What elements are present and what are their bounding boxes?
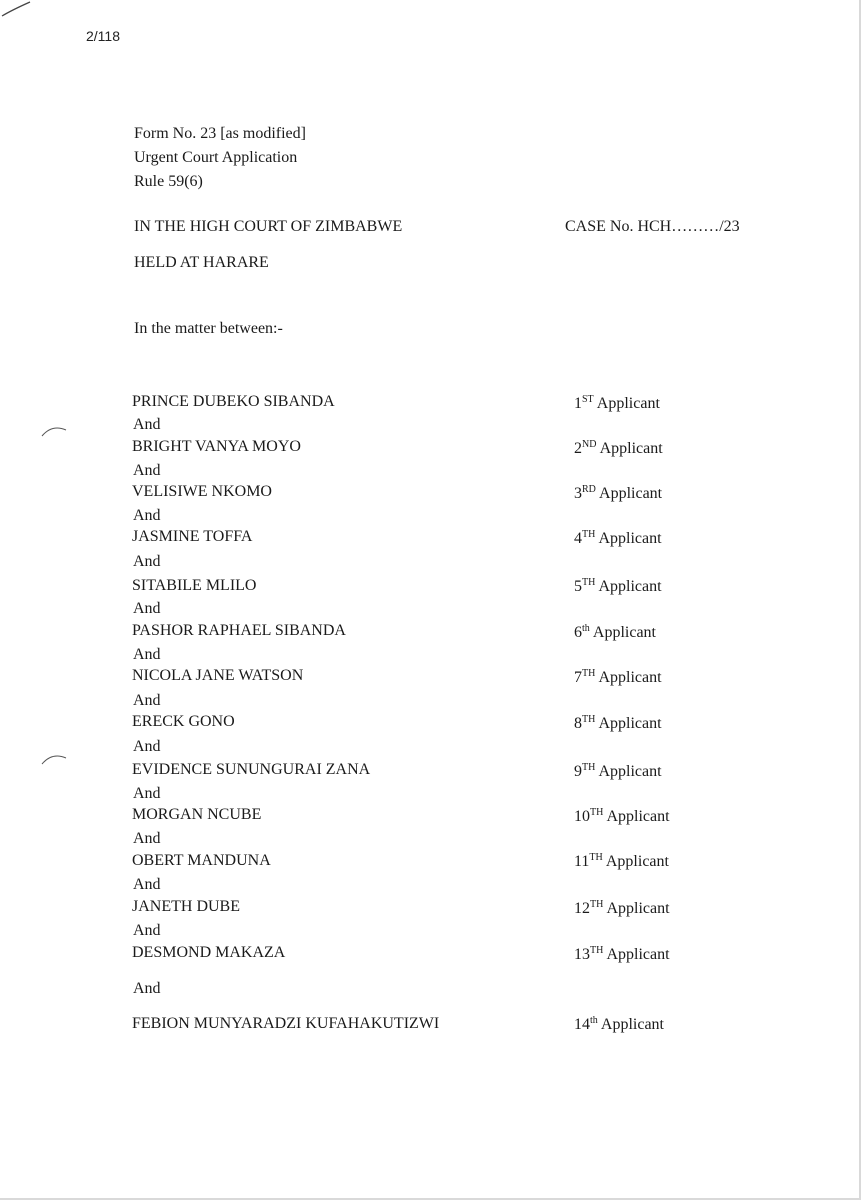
party-name: PRINCE DUBEKO SIBANDA: [132, 393, 335, 410]
page-number: 2/118: [86, 28, 120, 44]
party-ordinal-suffix: TH: [582, 529, 596, 540]
party-role: [574, 669, 662, 687]
party-name: EVIDENCE SUNUNGURAI ZANA: [132, 761, 371, 778]
party-ordinal-suffix: RD: [582, 484, 596, 495]
party-ordinal-suffix: TH: [582, 762, 596, 773]
and-separator: And: [133, 600, 161, 617]
and-separator: And: [133, 507, 161, 524]
party-role: [574, 853, 669, 871]
party-name: FEBION MUNYARADZI KUFAHAKUTIZWI: [132, 1015, 440, 1032]
party-ordinal-suffix: ND: [582, 439, 597, 450]
party-role-label: Applicant: [598, 715, 662, 732]
party-name: SITABILE MLILO: [132, 577, 257, 594]
and-separator: And: [133, 416, 161, 433]
party-role-label: Applicant: [600, 1016, 664, 1033]
party-ordinal: 11: [574, 853, 590, 870]
party-ordinal: 14: [574, 1016, 590, 1033]
party-name: MORGAN NCUBE: [132, 806, 262, 823]
party-role-label: Applicant: [605, 853, 669, 870]
punch-hole-mark: [40, 424, 68, 438]
and-separator: And: [133, 980, 161, 997]
party-ordinal: 5: [574, 578, 582, 595]
form-number: Form No. 23 [as modified]: [134, 125, 306, 142]
party-ordinal-suffix: TH: [582, 714, 596, 725]
party-name: VELISIWE NKOMO: [132, 483, 272, 500]
party-role: [574, 763, 662, 781]
party-role-label: Applicant: [606, 946, 670, 963]
punch-hole-mark: [40, 752, 68, 766]
party-role: [574, 395, 660, 413]
party-name: ERECK GONO: [132, 713, 235, 730]
court-name: IN THE HIGH COURT OF ZIMBABWE: [134, 218, 403, 235]
party-ordinal-suffix: TH: [582, 577, 596, 588]
party-ordinal: 7: [574, 669, 582, 686]
party-ordinal-suffix: th: [590, 1015, 598, 1026]
party-role-label: Applicant: [606, 900, 670, 917]
case-number: CASE No. HCH………/23: [565, 218, 740, 235]
party-ordinal: 13: [574, 946, 590, 963]
party-ordinal-suffix: TH: [590, 807, 604, 818]
and-separator: And: [133, 646, 161, 663]
party-ordinal: 8: [574, 715, 582, 732]
party-ordinal: 3: [574, 485, 582, 502]
party-role-label: Applicant: [598, 669, 662, 686]
form-rule: Rule 59(6): [134, 173, 203, 190]
party-ordinal-suffix: th: [582, 623, 590, 634]
and-separator: And: [133, 553, 161, 570]
and-separator: And: [133, 462, 161, 479]
matter-intro: In the matter between:-: [134, 320, 283, 337]
party-role-label: Applicant: [599, 485, 663, 502]
party-ordinal: 9: [574, 763, 582, 780]
party-ordinal: 4: [574, 530, 582, 547]
party-ordinal-suffix: TH: [590, 945, 604, 956]
party-ordinal-suffix: ST: [582, 394, 594, 405]
corner-tick-mark: [0, 0, 40, 18]
party-role-label: Applicant: [598, 530, 662, 547]
form-type: Urgent Court Application: [134, 149, 298, 166]
party-ordinal: 1: [574, 395, 582, 412]
party-role: [574, 1016, 664, 1034]
and-separator: And: [133, 738, 161, 755]
party-role: [574, 578, 662, 596]
party-ordinal: 10: [574, 808, 590, 825]
party-name: JASMINE TOFFA: [132, 528, 253, 545]
party-role-label: Applicant: [606, 808, 670, 825]
party-name: OBERT MANDUNA: [132, 852, 271, 869]
and-separator: And: [133, 876, 161, 893]
party-role-label: Applicant: [598, 578, 662, 595]
party-ordinal: 12: [574, 900, 590, 917]
party-name: JANETH DUBE: [132, 898, 240, 915]
party-role: [574, 530, 662, 548]
and-separator: And: [133, 692, 161, 709]
party-role-label: Applicant: [592, 624, 656, 641]
party-ordinal-suffix: TH: [590, 899, 604, 910]
and-separator: And: [133, 785, 161, 802]
party-name: BRIGHT VANYA MOYO: [132, 438, 301, 455]
party-name: NICOLA JANE WATSON: [132, 667, 304, 684]
party-ordinal-suffix: TH: [589, 852, 603, 863]
party-role: [574, 808, 670, 826]
party-role: [574, 900, 670, 918]
party-role: [574, 440, 663, 458]
party-role-label: Applicant: [596, 395, 660, 412]
party-ordinal: 6: [574, 624, 582, 641]
held-at: HELD AT HARARE: [134, 254, 269, 271]
party-name: DESMOND MAKAZA: [132, 944, 286, 961]
party-role: [574, 715, 662, 733]
form-header: [134, 122, 306, 194]
party-role-label: Applicant: [599, 440, 663, 457]
party-ordinal: 2: [574, 440, 582, 457]
and-separator: And: [133, 922, 161, 939]
and-separator: And: [133, 830, 161, 847]
party-ordinal-suffix: TH: [582, 668, 596, 679]
party-role: [574, 624, 656, 642]
party-role: [574, 485, 662, 503]
party-role: [574, 946, 670, 964]
party-role-label: Applicant: [598, 763, 662, 780]
party-name: PASHOR RAPHAEL SIBANDA: [132, 622, 346, 639]
